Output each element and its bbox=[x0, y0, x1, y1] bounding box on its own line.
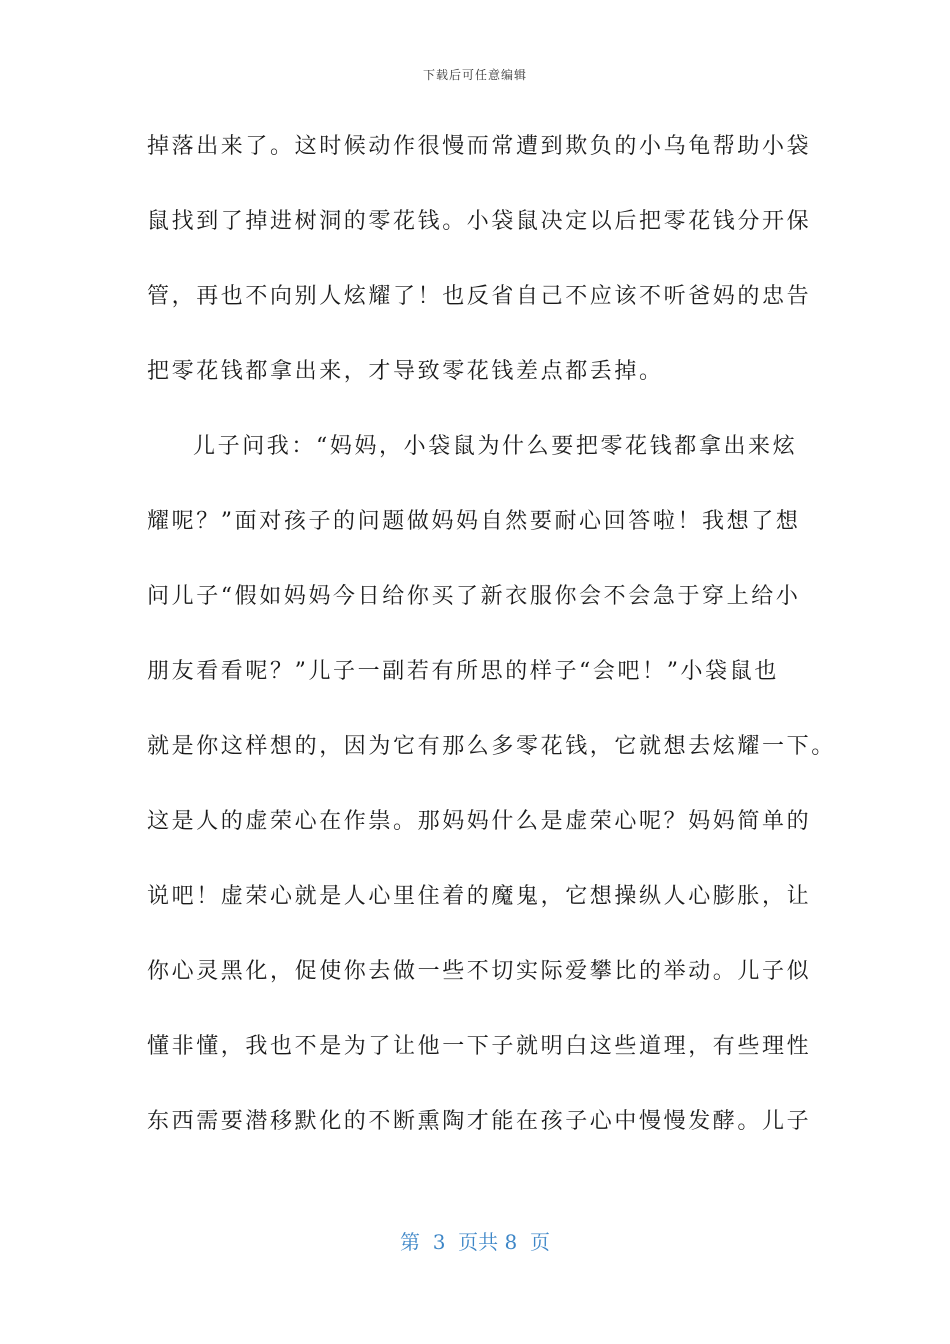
page-header-note: 下载后可任意编辑 bbox=[422, 68, 527, 82]
body-line: 这是人的虚荣心在作祟。那妈妈什么是虚荣心呢？妈妈简单的 bbox=[147, 809, 812, 834]
body-line: 耀呢？”面对孩子的问题做妈妈自然要耐心回答啦！我想了想 bbox=[147, 509, 801, 534]
body-line: 东西需要潜移默化的不断熏陶才能在孩子心中慢慢发酵。儿子 bbox=[147, 1109, 812, 1134]
document-body bbox=[147, 122, 836, 1172]
body-line: 鼠找到了掉进树洞的零花钱。小袋鼠决定以后把零花钱分开保 bbox=[147, 209, 812, 234]
body-line: 把零花钱都拿出来，才导致零花钱差点都丢掉。 bbox=[147, 359, 664, 384]
page-number-footer: 第 3 页共 8 页 bbox=[400, 1230, 550, 1254]
body-line-paragraph-start: 儿子问我：“妈妈，小袋鼠为什么要把零花钱都拿出来炫 bbox=[193, 434, 798, 459]
body-line: 问儿子“假如妈妈今日给你买了新衣服你会不会急于穿上给小 bbox=[147, 584, 801, 609]
body-line: 你心灵黑化，促使你去做一些不切实际爱攀比的举动。儿子似 bbox=[147, 959, 812, 984]
body-line: 说吧！虚荣心就是人心里住着的魔鬼，它想操纵人心膨胀，让 bbox=[147, 884, 812, 909]
body-line: 朋友看看呢？”儿子一副若有所思的样子“会吧！”小袋鼠也 bbox=[147, 659, 779, 684]
body-line: 就是你这样想的，因为它有那么多零花钱，它就想去炫耀一下。 bbox=[147, 734, 836, 759]
body-line: 掉落出来了。这时候动作很慢而常遭到欺负的小乌龟帮助小袋 bbox=[147, 134, 812, 159]
body-line: 懂非懂，我也不是为了让他一下子就明白这些道理，有些理性 bbox=[147, 1034, 812, 1059]
body-line: 管，再也不向别人炫耀了！也反省自己不应该不听爸妈的忠告 bbox=[147, 284, 812, 309]
